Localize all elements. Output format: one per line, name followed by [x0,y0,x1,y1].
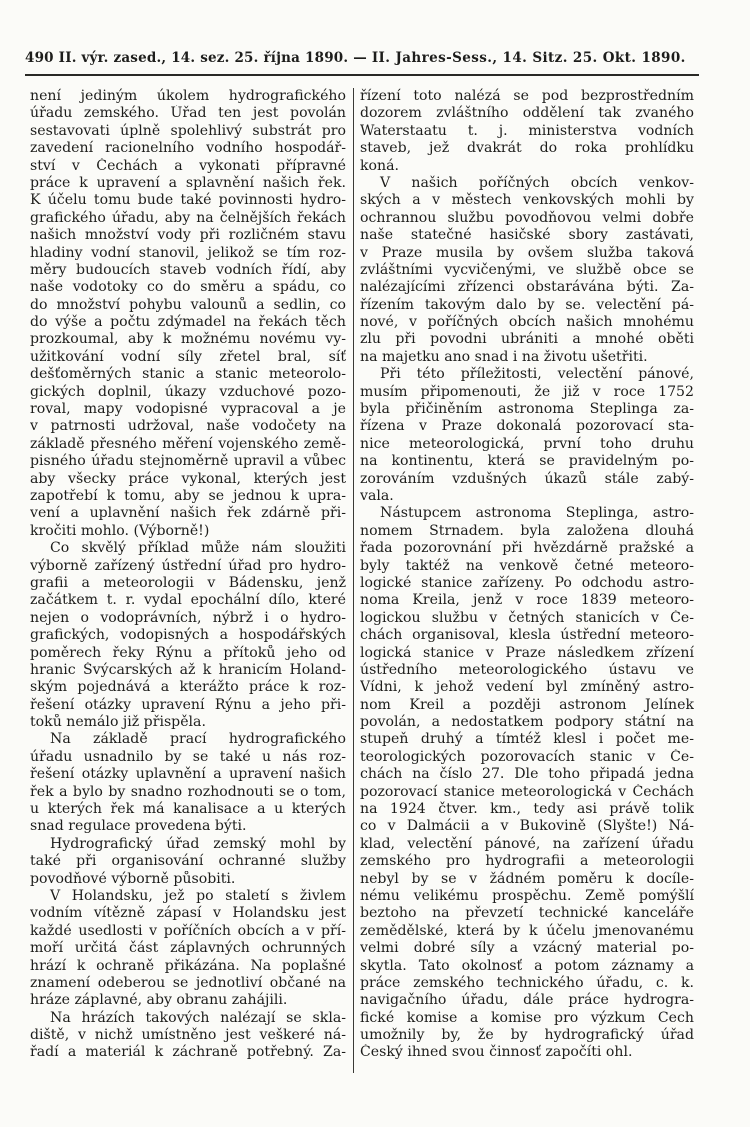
text-line: zemědělské, která by k účelu jmenovanému [360,922,694,939]
text-line: fické komise a komise pro výzkum Cech [360,1009,694,1026]
text-line: pozorovací stanice meteorologická v Čechách [360,783,694,800]
text-line: prozkoumal, aby k možnému novému vy- [30,331,346,348]
text-line: Na hrázích takových nalézají se skla- [50,1009,346,1026]
text-line: nomem Strnadem. byla založena dlouhá [360,522,694,539]
text-line: grafických, vodopisných a hospodářských [30,627,346,644]
text-line: co v Dalmácii a v Bukovině (Slyšte!) Ná- [360,818,694,835]
text-line: v Praze musila by ovšem služba taková [360,244,694,261]
text-line: řízením takovým dalo by se. velectění pá- [360,296,694,313]
page-header [25,50,699,66]
text-line: staveb, jež dvakrát do roka prohlídku [360,140,694,157]
text-line: skytla. Tato okolnosť a potom záznamy a [360,957,694,974]
text-line: logickou službu v četných stanicích v Če- [360,609,694,626]
text-line: hranic Švýcarských až k hranicím Holand- [30,661,346,678]
text-line: výborně zařízený ústřední úřad pro hydro- [30,557,346,574]
column-divider [353,88,354,1073]
text-line: řízení toto nalézá se pod bezprostředním [360,88,694,104]
text-line: začátkem t. r. vydal epochální dílo, které [30,592,346,609]
text-line: moří určitá část záplavných ochrunných [30,940,346,957]
text-line: nové, v poříčných obcích našich mnohému [360,314,694,331]
text-line: V našich poříčných obcích venkov- [380,174,694,191]
text-line: Vídni, k jehož vedení byl zmíněný astro- [360,679,694,696]
text-line: ústředního meteorologického ústavu ve [360,661,694,678]
text-line: musím připomenouti, že již v roce 1752 [360,383,694,400]
text-line: logická stanice v Praze následkem zřízení [360,644,694,661]
text-line: znamení odeberou se jednotliví občané na [30,974,346,991]
text-line: v patrnosti udržoval, naše vodočety na [30,418,346,435]
text-line: řadí a materiál k záchraně potřebný. Za- [30,1044,346,1061]
text-line: na 1924 čtver. km., tedy asi právě tolik [360,801,694,818]
right-column [360,88,694,1073]
text-line: chách na číslo 27. Dle toho připadá jedna [360,766,694,783]
text-line: beztoho na převzetí technické kanceláře [360,905,694,922]
text-line: nému velikému prospěchu. Země pomýšlí [360,887,694,904]
text-line: ochrannou službu povodňovou velmi dobře [360,209,694,226]
text-line: hráze záplavné, aby obranu zahájili. [30,992,288,1009]
text-line: nalézajícími zřízenci obstarávána býti. Za- [360,279,694,296]
text-line: zorováním vzdušných úkazů stále zabý- [360,470,694,487]
text-line: poměrech řeky Rýnu a přítoků jeho od [30,644,346,661]
text-line: našich množství vody při rozličném stavu [30,227,346,244]
text-line: úřadu zemského. Úřad ten jest povolán [30,105,346,122]
text-line: umožnily by, že by hydrografický úřad [360,1027,694,1044]
text-line: nebyl by se v žádném poměru k docíle- [360,870,694,887]
text-line: užitkování vodní síly zřetel bral, síť [30,348,346,365]
text-line: kročiti mohlo. (Výborně!) [30,522,210,539]
text-line: gických doplnil, úkazy vzduchové pozo- [30,383,346,400]
text-line: každé usedlosti v poříčních obcích a v pří- [30,922,346,939]
text-line: zemského pro hydrografii a meteorologii [360,853,694,870]
text-line: diště, v nichž umístněno jest veškeré ná- [30,1027,346,1044]
text-line: Český ihned svou činnosť započíti ohl. [360,1044,633,1061]
text-line: řek a bylo by snadno rozhodnouti se o tom, [30,783,346,800]
text-line: řešení otázky uplavnění a upravení našich [30,766,346,783]
text-line: ství v Čechách a vykonati přípravné [30,157,346,174]
text-line: zapotřebí k tomu, aby se jednou k upra- [30,487,346,504]
text-line: zavedení racionelního vodního hospodář- [30,140,346,157]
text-line: řada pozorovnání při hvězdárně pražské a [360,540,694,557]
text-line: grafického úřadu, aby na čelnějších řekách [30,209,346,226]
text-line: aby všecky práce vykonal, kterých jest [30,470,346,487]
text-line: grafii a meteorologii v Bádensku, jenž [30,574,346,591]
text-line: Waterstaatu t. j. ministerstva vodních [360,122,694,139]
text-columns [30,88,694,1073]
text-line: ských a v městech venkovských mohli by [360,192,694,209]
text-line: roval, mapy vodopisné vypracoval a je [30,401,346,418]
text-line: navigačního úřadu, dále práce hydrogra- [360,992,694,1009]
text-line: na kontinentu, která se pravidelným po- [360,453,694,470]
header-czech-session: 490 II. výr. zased., 14. sez. 25. října 1890. [25,50,349,66]
text-line: na majetku ano snad i na životu ušetřiti. [360,348,648,365]
text-line: pisného úřadu stejnoměrně upravil a vůbec [30,453,346,470]
text-line: stupeň druhý a tímtéž klesl i počet me- [360,731,694,748]
text-line: základě přesného měření vojenského země- [30,435,346,452]
text-line: toků nemálo již přispěla. [30,714,206,731]
text-line: řízena v Praze dokonalá pozorovací sta- [360,418,694,435]
text-line: zvláštními vycvičenými, ve službě obce se [360,261,694,278]
text-line: klad, velectění pánové, na zařízení úřadu [360,835,694,852]
text-line: povodňové výborně působiti. [30,870,236,887]
text-line: koná. [360,157,399,174]
text-line: vení a uplavnění našich řek zdárně při- [30,505,346,522]
text-line: chách organisoval, klesla ústřední meteoro- [360,627,694,644]
text-line: práce k upravení a splavnění našich řek. [30,174,346,191]
text-line: naše statečné hasičské sbory zastávati, [360,227,694,244]
text-line: práce zemského technického úřadu, c. k. [360,974,694,991]
text-line: K účelu tomu bude také povinnosti hydro- [30,192,346,209]
text-line: vala. [360,487,394,504]
text-line: velmi dobré síly a vzácný material po- [360,940,694,957]
text-line: byly taktéž na venkově četné meteoro- [360,557,694,574]
text-line: měry budoucích staveb vodních řídí, aby [30,261,346,278]
text-line: hladiny vodní stanovil, jelikož se tím roz- [30,244,346,261]
text-line: V Holandsku, jež po staletí s živlem [50,887,346,904]
header-german-session: II. Jahres-Sess., 14. Sitz. 25. Okt. 1890. [371,50,686,66]
text-line: nejen o vodoprávních, nýbrž i o hydro- [30,609,346,626]
text-line: Při této příležitosti, velectění pánové, [380,366,694,383]
text-line: Co skvělý příklad může nám sloužiti [50,540,346,557]
text-line: povolán, a nedostatkem podpory státní na [360,714,694,731]
text-line: snad regulace provedena býti. [30,818,247,835]
header-separator: — [353,50,367,66]
text-line: řešení otázky upravení Rýnu a jeho při- [30,696,346,713]
text-line: ským pojednává a kterážto práce k roz- [30,679,346,696]
text-line: také při organisování ochranné služby [30,853,346,870]
text-line: sestavovati úplně spolehlivý substrát pro [30,122,346,139]
text-line: hrází k ochraně přikázána. Na poplašné [30,957,346,974]
header-rule [25,74,699,76]
text-line: byla přičiněním astronoma Steplinga za- [360,401,694,418]
text-line: logické stanice zařízeny. Po odchodu astro- [360,574,694,591]
text-line: do množství pohybu valounů a sedlin, co [30,296,346,313]
text-line: naše vodotoky co do směru a spádu, co [30,279,346,296]
text-line: nice meteorologická, první toho druhu [360,435,694,452]
text-line: do výše a počtu zdýmadel na řekách těch [30,314,346,331]
text-line: Na základě prací hydrografického [50,731,346,748]
text-line: dozorem zvláštního oddělení tak zvaného [360,105,694,122]
text-line: zlu při povodni ubrániti a mnohé oběti [360,331,694,348]
text-line: dešťoměrných stanic a stanic meteorolo- [30,366,346,383]
left-column [30,88,346,1073]
text-line: noma Kreila, jenž v roce 1839 meteoro- [360,592,694,609]
text-line: Hydrografický úřad zemský mohl by [50,835,346,852]
text-line: není jediným úkolem hydrografického [30,88,346,104]
text-line: vodním vítězně zápasí v Holandsku jest [30,905,346,922]
text-line: u kterých řek má kanalisace a u kterých [30,801,346,818]
text-line: Nástupcem astronoma Steplinga, astro- [380,505,694,522]
text-line: nom Kreil a později astronom Jelínek [360,696,694,713]
text-line: úřadu usnadnilo by se také u nás roz- [30,748,346,765]
text-line: teorologických pozorovacích stanic v Če- [360,748,694,765]
